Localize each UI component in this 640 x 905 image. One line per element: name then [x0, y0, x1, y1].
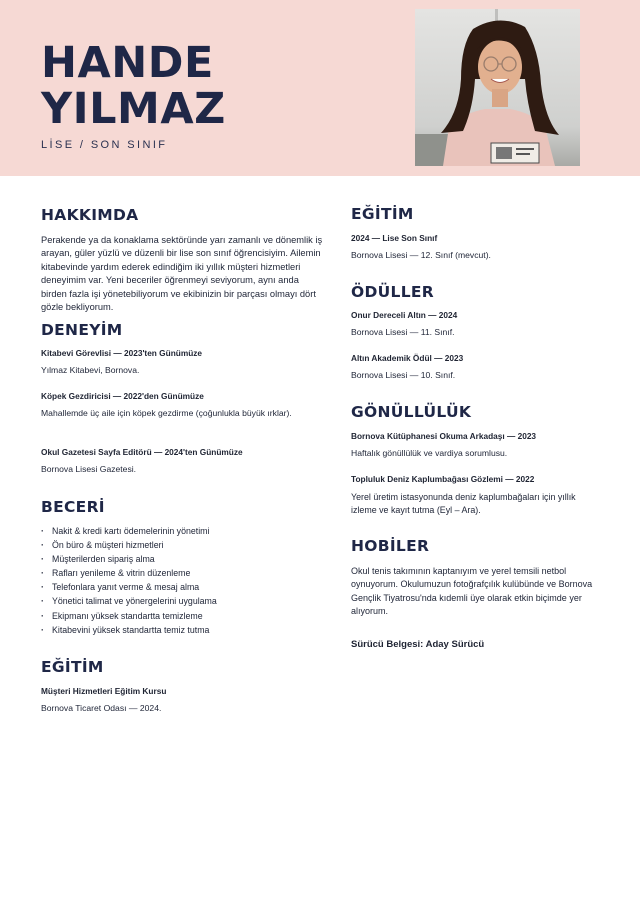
candidate-name	[41, 40, 226, 132]
skills-heading: BECERİ	[41, 498, 105, 516]
list-item: · Müşterilerden sipariş alma	[41, 552, 326, 566]
experience-title: Kitabevi Görevlisi — 2023'ten Günümüze	[41, 348, 203, 358]
volunteer-heading: GÖNÜLLÜLÜK	[351, 403, 472, 421]
volunteer-item	[351, 474, 596, 517]
list-item: · Telefonlara yanıt verme & mesaj alma	[41, 580, 326, 594]
training-section	[41, 658, 326, 713]
education-section	[351, 205, 596, 260]
candidate-subtitle: LİSE / SON SINIF	[41, 139, 168, 151]
list-item: · Yönetici talimat ve yönergelerini uygulama	[41, 594, 326, 608]
list-item: · Ön büro & müşteri hizmetleri	[41, 538, 326, 552]
experience-item	[41, 391, 326, 418]
license-line	[351, 639, 596, 650]
list-item: · Kitabevini yüksek standartta temiz tutma	[41, 623, 326, 637]
experience-desc: Mahallemde üç aile için köpek gezdirme (çoğunlukla büyük ırklar).	[41, 408, 292, 418]
profile-photo-illustration	[415, 9, 580, 166]
hobbies-text: Okul tenis takımının kaptanıyım ve yerel temsili netbol oynuyorum. Okulumuzun fotoğrafçılık kulübünde ve Bornova Gençlik Tiyatrosu'nda kıdemli üye olarak etkin biçimde yer alıyorum.	[351, 566, 593, 617]
award-desc: Bornova Lisesi — 10. Sınıf.	[351, 370, 456, 380]
education-desc: Bornova Lisesi — 12. Sınıf (mevcut).	[351, 250, 491, 260]
name-last: YILMAZ	[41, 84, 226, 134]
award-title: Altın Akademik Ödül — 2023	[351, 353, 464, 363]
experience-desc: Bornova Lisesi Gazetesi.	[41, 464, 137, 474]
award-item	[351, 310, 596, 337]
header-band	[0, 0, 640, 176]
experience-heading: DENEYİM	[41, 321, 123, 339]
experience-title: Okul Gazetesi Sayfa Editörü — 2024'ten Günümüze	[41, 447, 243, 457]
education-heading: EĞİTİM	[351, 205, 414, 223]
volunteer-item	[351, 431, 596, 458]
volunteer-desc: Haftalık gönüllülük ve vardiya sorumlusu.	[351, 448, 508, 458]
skills-list	[41, 524, 326, 637]
profile-photo	[415, 9, 580, 166]
volunteer-desc: Yerel üretim istasyonunda deniz kaplumbağaları için yıllık izleme ve kayıt tutma (Eyl – Ara).	[351, 492, 576, 515]
volunteer-title: Bornova Kütüphanesi Okuma Arkadaşı — 2023	[351, 431, 537, 441]
award-title: Onur Dereceli Altın — 2024	[351, 310, 458, 320]
list-item: · Nakit & kredi kartı ödemelerinin yönetimi	[41, 524, 326, 538]
list-item: · Rafları yenileme & vitrin düzenleme	[41, 566, 326, 580]
award-item	[351, 353, 596, 380]
hobbies-heading: HOBİLER	[351, 537, 430, 555]
skills-section	[41, 498, 326, 637]
about-heading: HAKKIMDA	[41, 206, 139, 224]
awards-heading: ÖDÜLLER	[351, 283, 435, 301]
awards-section	[351, 283, 596, 301]
driving-license: Sürücü Belgesi: Aday Sürücü	[351, 639, 485, 650]
list-item: · Ekipmanı yüksek standartta temizleme	[41, 609, 326, 623]
training-title: Müşteri Hizmetleri Eğitim Kursu	[41, 686, 167, 696]
experience-item	[41, 348, 326, 375]
training-desc: Bornova Ticaret Odası — 2024.	[41, 703, 162, 713]
hobbies-section	[351, 537, 596, 619]
about-section	[41, 206, 326, 314]
about-text: Perakende ya da konaklama sektöründe yarı zamanlı ve dönemlik iş arayan, güler yüzlü ve düzenli bir lise son sınıf öğrencisiyim. Ailemin kitabevinde yardım ederek edindiğim iki yıllık müşteri hizmetleri deneyimim var. Yeni beceriler öğrenmeyi seviyorum, aynı anda birden fazla işi yönetebiliyorum ve ekibinizin bir parçası olmayı dört gözle bekliyorum.	[41, 235, 323, 313]
experience-title: Köpek Gezdiricisi — 2022'den Günümüze	[41, 391, 204, 401]
experience-section	[41, 321, 326, 339]
award-desc: Bornova Lisesi — 11. Sınıf.	[351, 327, 455, 337]
education-title: 2024 — Lise Son Sınıf	[351, 233, 438, 243]
name-first: HANDE	[41, 38, 214, 88]
training-heading: EĞİTİM	[41, 658, 104, 676]
experience-item	[41, 447, 326, 474]
volunteer-section	[351, 403, 596, 421]
experience-desc: Yılmaz Kitabevi, Bornova.	[41, 365, 140, 375]
volunteer-title: Topluluk Deniz Kaplumbağası Gözlemi — 2022	[351, 474, 535, 484]
